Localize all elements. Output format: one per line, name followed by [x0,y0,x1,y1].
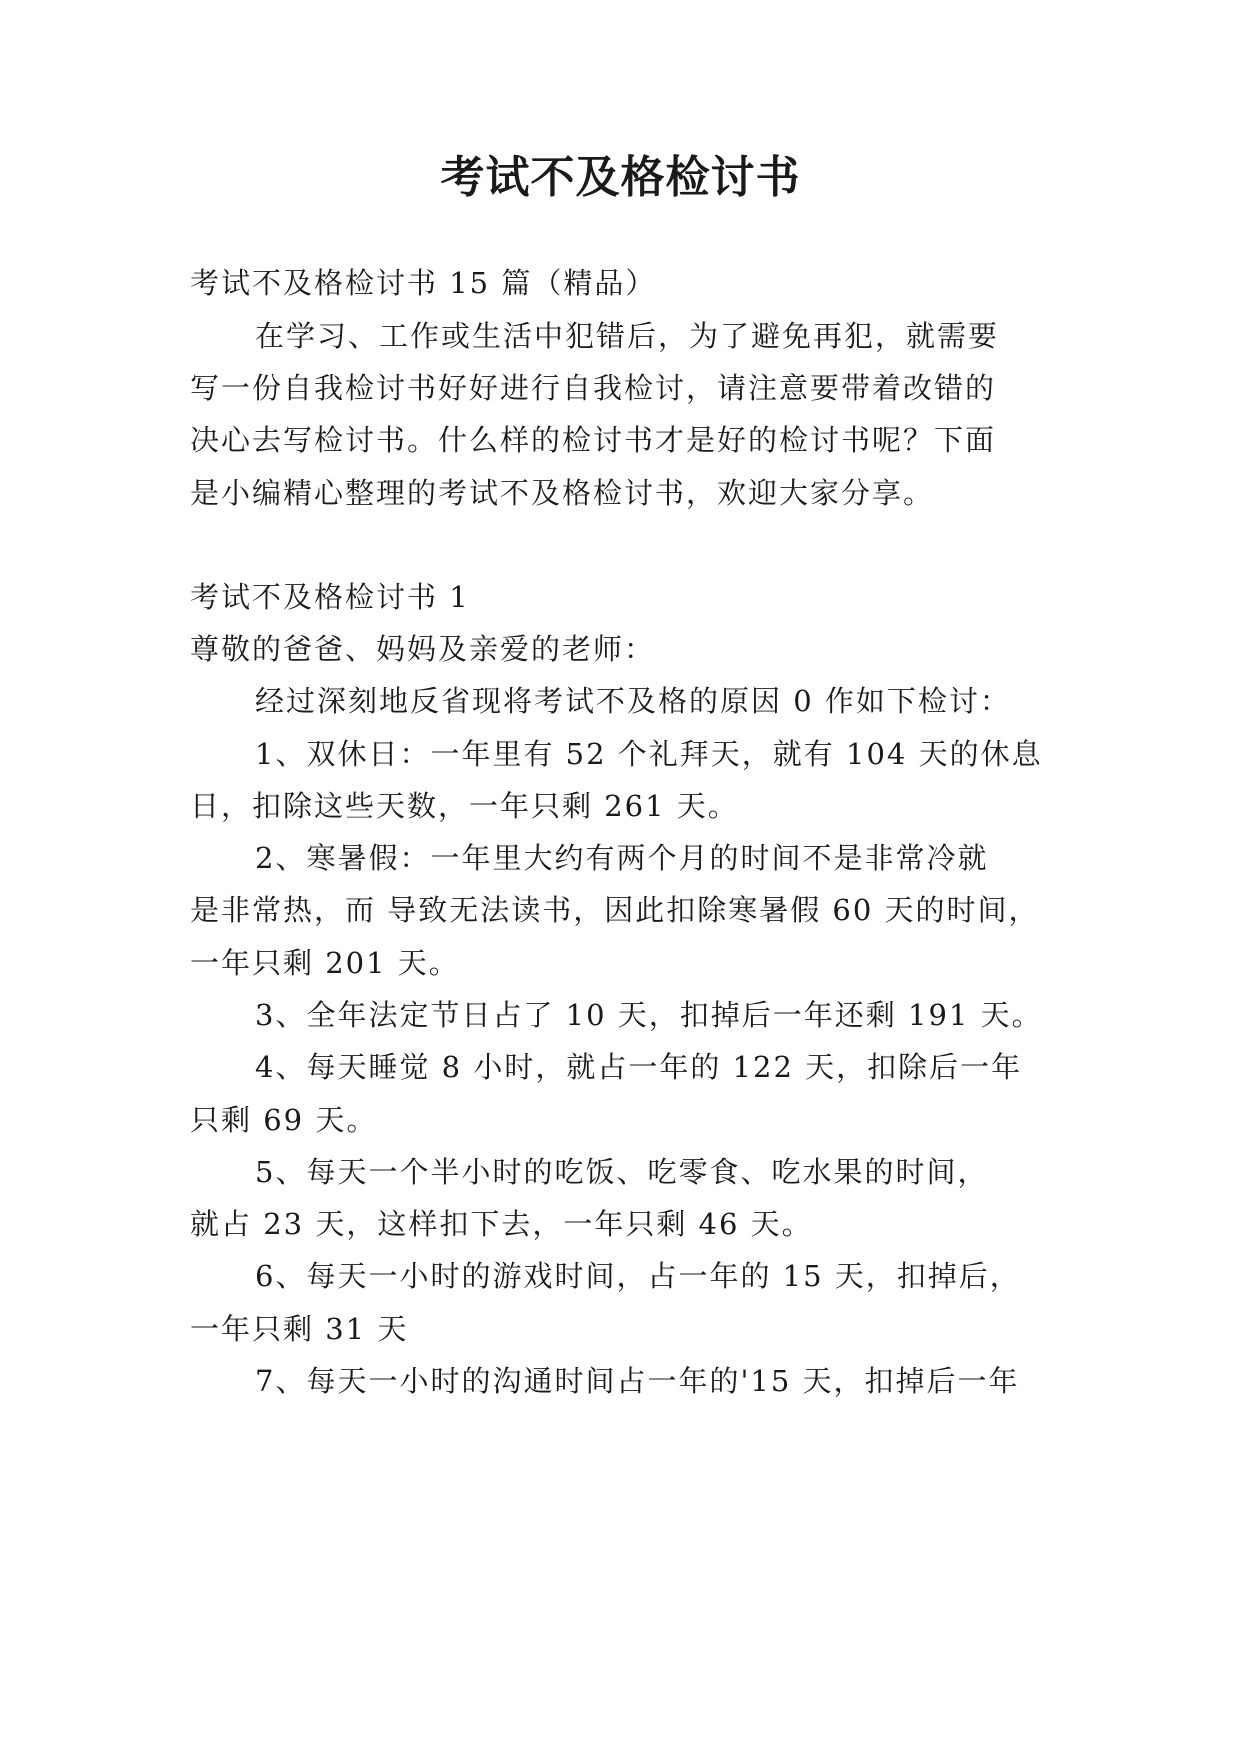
intro-line-2: 写一份自我检讨书好好进行自我检讨，请注意要带着改错的 [190,371,997,405]
section-heading: 考试不及格检讨书 1 [190,580,470,614]
body-line-10: 5、每天一个半小时的吃饭、吃零食、吃水果的时间， [255,1155,989,1189]
intro-line-1: 在学习、工作或生活中犯错后，为了避免再犯，就需要 [255,319,1000,353]
body-line-6: 一年只剩 201 天。 [190,946,460,980]
body-line-3: 日，扣除这些天数，一年只剩 261 天。 [190,789,739,823]
body-line-14: 7、每天一小时的沟通时间占一年的'15 天，扣掉后一年 [255,1364,1020,1398]
body-line-2: 1、双休日：一年里有 52 个礼拜天，就有 104 天的休息 [255,737,1043,771]
body-line-11: 就占 23 天，这样扣下去，一年只剩 46 天。 [190,1207,813,1241]
document-title: 考试不及格检讨书 [440,152,801,203]
body-line-5: 是非常热，而 导致无法读书，因此扣除寒暑假 60 天的时间， [190,893,1040,927]
body-line-13: 一年只剩 31 天 [190,1312,409,1346]
salutation-line: 尊敬的爸爸、妈妈及亲爱的老师： [190,632,656,666]
body-line-1: 经过深刻地反省现将考试不及格的原因 0 作如下检讨： [255,684,1011,718]
intro-line-3: 决心去写检讨书。什么样的检讨书才是好的检讨书呢？下面 [190,423,997,457]
body-line-12: 6、每天一小时的游戏时间，占一年的 15 天，扣掉后， [255,1259,1021,1293]
intro-line-4: 是小编精心整理的考试不及格检讨书，欢迎大家分享。 [190,476,935,510]
body-line-4: 2、寒暑假：一年里大约有两个月的时间不是非常冷就 [255,841,989,875]
body-line-8: 4、每天睡觉 8 小时，就占一年的 122 天，扣除后一年 [255,1050,1023,1084]
body-line-9: 只剩 69 天。 [190,1103,378,1137]
body-line-7: 3、全年法定节日占了 10 天，扣掉后一年还剩 191 天。 [255,998,1043,1032]
subtitle-line: 考试不及格检讨书 15 篇（精品） [190,266,657,300]
